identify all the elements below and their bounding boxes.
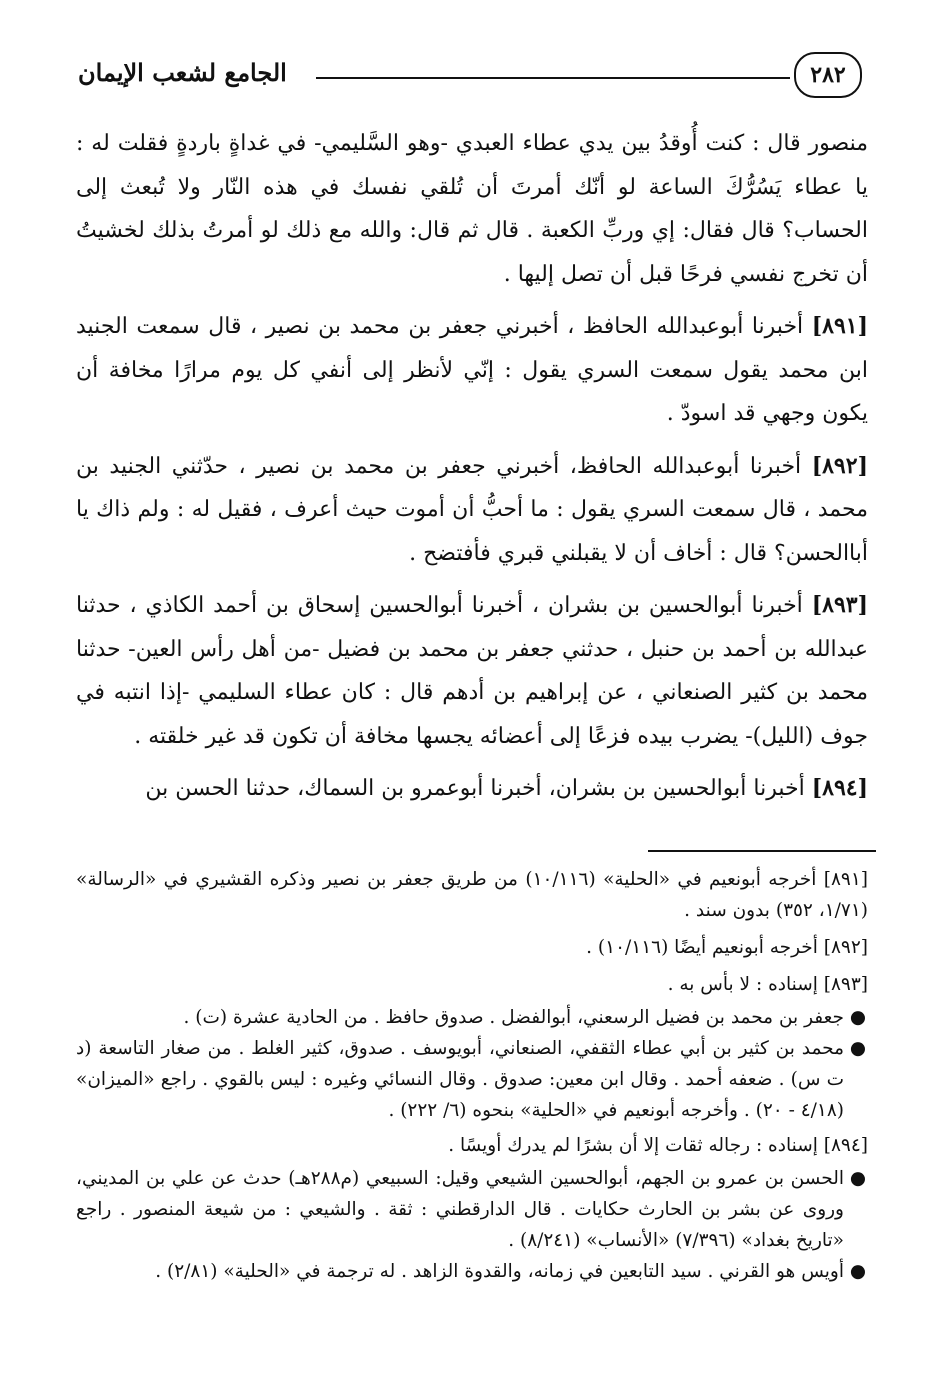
list-item (76, 1163, 868, 1256)
footnote-number: [٨٩٣] (823, 974, 868, 995)
header-rule (316, 77, 790, 79)
footnote-894 (76, 1130, 868, 1161)
running-header (78, 48, 868, 106)
footnote-893 (76, 969, 868, 1000)
list-item-text: أويس هو القرني . سيد التابعين في زمانه، والقدوة الزاهد . له ترجمة في «الحلية» (٢/٨١) . (155, 1261, 844, 1282)
report-text: أخبرنا أبوعبدالله الحافظ ، أخبرني جعفر بن محمد بن نصير ، قال سمعت الجنيد ابن محمد يقول سمعت السري يقول : إنّي لأنظر إلى أنفي كل يوم مرارًا مخافة أن يكون وجهي قد اسودّ . (76, 314, 868, 426)
main-text (76, 122, 868, 820)
footnotes (76, 864, 868, 1291)
footnote-text: أخرجه أبونعيم أيضًا (١٠/١١٦) . (586, 937, 818, 958)
report-number: [٨٩٢] (811, 452, 868, 479)
paragraph-892 (76, 445, 868, 576)
bullet-icon: ● (849, 1038, 866, 1059)
page-number: ٢٨٢ (794, 52, 862, 98)
book-title: الجامع لشعب الإيمان (78, 58, 287, 87)
paragraph-893 (76, 584, 868, 758)
report-text: أخبرنا أبوالحسين بن بشران، أخبرنا أبوعمرو بن السماك، حدثنا الحسن بن (145, 776, 805, 801)
list-item (76, 1033, 868, 1126)
paragraph-891 (76, 305, 868, 436)
report-number: [٨٩١] (811, 313, 868, 339)
footnote-text: إسناده : لا بأس به . (667, 974, 818, 995)
footnote-893-list (76, 1002, 868, 1126)
paragraph-894 (76, 767, 868, 811)
footnote-number: [٨٩١] (823, 869, 869, 890)
footnote-894-list (76, 1163, 868, 1287)
bullet-icon: ● (849, 1261, 866, 1282)
report-text: أخبرنا أبوالحسين بن بشران ، أخبرنا أبوالحسين إسحاق بن أحمد الكاذي ، حدثنا عبدالله بن أحمد بن حنبل ، حدثني جعفر بن محمد بن فضيل -من أهل رأس العين- حدثنا محمد بن كثير الصنعاني ، عن إبراهيم بن أدهم قال : كان عطاء السليمي -إذا انتبه في جوف (الليل)- يضرب بيده فزعًا إلى أعضائه يجسها مخافة أن تكون قد غير خلقته . (76, 593, 868, 749)
footnote-891 (76, 864, 868, 926)
report-number: [٨٩٤] (811, 775, 868, 801)
bullet-icon: ● (849, 1168, 866, 1189)
list-item (76, 1002, 868, 1033)
bullet-icon: ● (849, 1007, 866, 1028)
footnote-892 (76, 932, 868, 963)
report-text: أخبرنا أبوعبدالله الحافظ، أخبرني جعفر بن محمد بن نصير ، حدّثني الجنيد بن محمد ، قال سمعت السري يقول : ما أحبُّ أن أموت حيث أعرف ، فقيل له : ولم ذاك يا أباالحسن؟ قال : أخاف أن لا يقبلني قبري فأفتضح . (76, 453, 868, 566)
list-item-text: محمد بن كثير بن أبي عطاء الثقفي، الصنعاني، أبويوسف . صدوق، كثير الغلط . من صغار التاسعة (د ت س) . ضعفه أحمد . وقال ابن معين: صدوق . وقال النسائي وغيره : ليس بالقوي . راجع «الميزان» (٤/١٨ - ٢٠) . وأخرجه أبونعيم في «الحلية» بنحوه (٦/ ٢٢٢) . (76, 1038, 844, 1121)
paragraph-continued: منصور قال : كنت أُوقدُ بين يدي عطاء العبدي -وهو السَّليمي- في غداةٍ باردةٍ فقلت له : يا عطاء يَسُرُّكَ الساعة لو أنّك أمرتَ أن تُلقي نفسك في هذه النّار ولا تُبعث إلى الحساب؟ قال فقال: إي وربِّ الكعبة . قال ثم قال: والله مع ذلك لو أمرتُ بذلك لخشيتُ أن تخرج نفسي فرحًا قبل أن تصل إليها . (76, 131, 868, 287)
report-number: [٨٩٣] (811, 592, 868, 618)
footnote-separator (648, 850, 876, 852)
footnote-text: إسناده : رجاله ثقات إلا أن بشرًا لم يدرك أويسًا . (448, 1135, 818, 1156)
list-item-text: الحسن بن عمرو بن الجهم، أبوالحسين الشيعي وقيل: السبيعي (م٢٨٨هـ) حدث عن علي بن المديني، وروى عن بشر بن الحارث حكايات . قال الدارقطني : ثقة . والشيعي : من شيعة المنصور . راجع «تاريخ بغداد» (٧/٣٩٦) «الأنساب» (٨/٢٤١) . (76, 1168, 844, 1251)
footnote-text: أخرجه أبونعيم في «الحلية» (١٠/١١٦) من طريق جعفر بن نصير وذكره القشيري في «الرسالة» (١/٧١، ٣٥٢) بدون سند . (76, 869, 868, 921)
footnote-number: [٨٩٤] (823, 1135, 868, 1156)
list-item-text: جعفر بن محمد بن فضيل الرسعني، أبوالفضل . صدوق حافظ . من الحادية عشرة (ت) . (183, 1007, 844, 1028)
list-item (76, 1256, 868, 1287)
footnote-number: [٨٩٢] (823, 937, 868, 958)
